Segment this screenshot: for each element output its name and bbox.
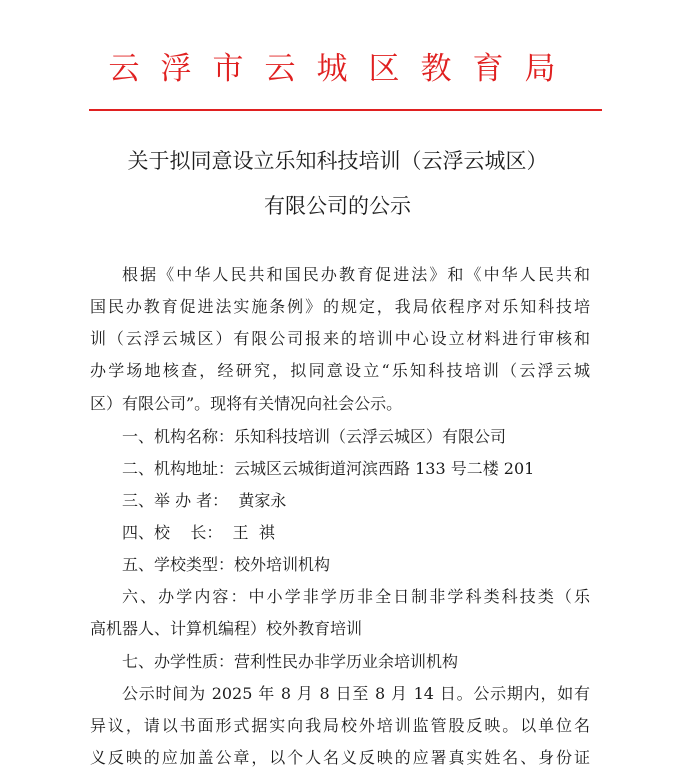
notice-paragraph-line: 义反映的应加盖公章，以个人名义反映的应署真实姓名、身份证 bbox=[90, 748, 590, 767]
info-item-sponsor: 三、举 办 者： 黄家永 bbox=[122, 491, 287, 510]
issuing-authority-name: 云浮市云城区教育局 bbox=[108, 51, 577, 87]
info-item-teaching-content-line: 高机器人、计算机编程）校外教育培训 bbox=[90, 619, 363, 638]
info-item-address: 二、机构地址：云城区云城街道河滨西路 133 号二楼 201 bbox=[122, 459, 535, 478]
document-title-line-1: 关于拟同意设立乐知科技培训（云浮云城区） bbox=[127, 149, 548, 173]
intro-paragraph-line: 训（云浮云城区）有限公司报来的培训中心设立材料进行审核和 bbox=[90, 329, 590, 348]
intro-paragraph-line: 办学场地核查，经研究，拟同意设立“乐知科技培训（云浮云城 bbox=[90, 361, 590, 380]
intro-paragraph-line: 国民办教育促进法实施条例》的规定，我局依程序对乐知科技培 bbox=[90, 297, 590, 316]
red-header-rule bbox=[89, 109, 602, 111]
info-item-institution-name: 一、机构名称：乐知科技培训（云浮云城区）有限公司 bbox=[122, 427, 507, 446]
intro-paragraph-line: 区）有限公司”。现将有关情况向社会公示。 bbox=[90, 394, 403, 413]
notice-paragraph-line: 公示时间为 2025 年 8 月 8 日至 8 月 14 日。公示期内，如有 bbox=[122, 684, 590, 703]
notice-paragraph-line: 异议，请以书面形式据实向我局校外培训监管股反映。以单位名 bbox=[90, 716, 590, 735]
info-item-operating-nature: 七、办学性质：营利性民办非学历业余培训机构 bbox=[122, 652, 459, 671]
intro-paragraph-line: 根据《中华人民共和国民办教育促进法》和《中华人民共和 bbox=[122, 265, 590, 284]
info-item-school-type: 五、学校类型：校外培训机构 bbox=[122, 555, 331, 574]
info-item-teaching-content-line: 六、办学内容：中小学非学历非全日制非学科类科技类（乐 bbox=[122, 587, 590, 606]
document-title-line-2: 有限公司的公示 bbox=[264, 194, 411, 218]
info-item-principal: 四、校 长： 王 祺 bbox=[122, 523, 275, 542]
